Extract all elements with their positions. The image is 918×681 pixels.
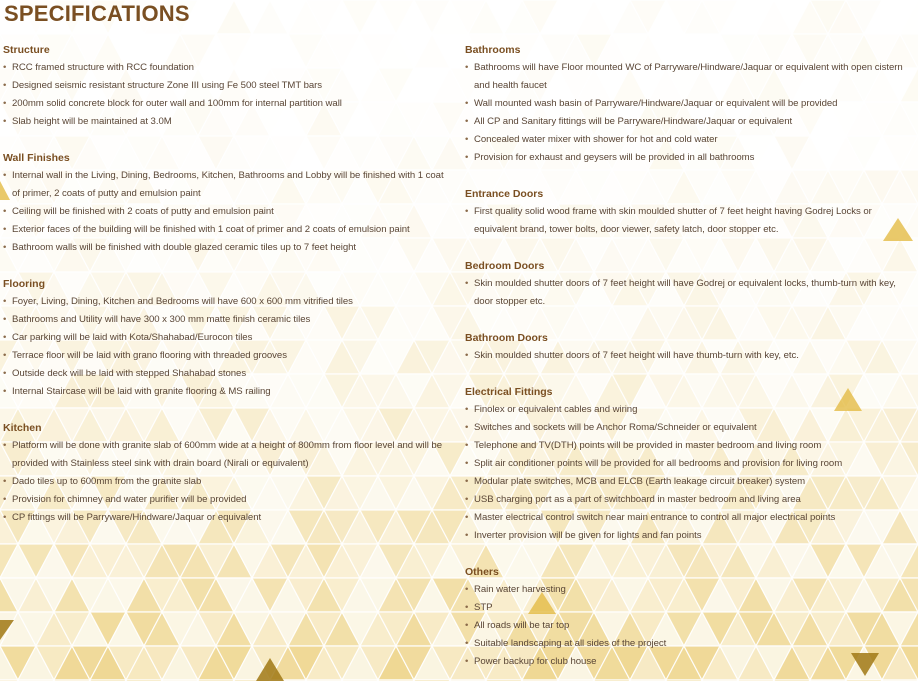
list-item: • Exterior faces of the building will be finished with 1 coat of primer and 2 coats of emulsion paint — [3, 221, 453, 239]
list-item: • STP — [465, 599, 910, 617]
section-heading: Wall Finishes — [3, 152, 70, 164]
section-structure — [3, 42, 453, 131]
section-heading: Kitchen — [3, 422, 42, 434]
list-item: • Power backup for club house — [465, 653, 910, 671]
list-item: • 200mm solid concrete block for outer wall and 100mm for internal partition wall — [3, 95, 453, 113]
section-bathroom-doors — [465, 330, 910, 365]
section-flooring — [3, 276, 453, 401]
list-item: • Inverter provision will be given for lights and fan points — [465, 527, 910, 545]
section-kitchen — [3, 420, 453, 527]
list-item: • Provision for exhaust and geysers will be provided in all bathrooms — [465, 149, 910, 167]
list-item: • Master electrical control switch near main entrance to control all major electrical points — [465, 509, 910, 527]
section-others — [465, 564, 910, 671]
list-item: • Foyer, Living, Dining, Kitchen and Bedrooms will have 600 x 600 mm vitrified tiles — [3, 293, 453, 311]
section-bedroom-doors — [465, 258, 910, 311]
list-item: • Internal Staircase will be laid with granite flooring & MS railing — [3, 383, 453, 401]
left-column — [3, 42, 453, 527]
right-column — [465, 42, 910, 671]
list-item: • Concealed water mixer with shower for hot and cold water — [465, 131, 910, 149]
list-item: • Platform will be done with granite slab of 600mm wide at a height of 800mm from floor level and will be provided with Stainless steel sink with drain board (Nirali or equivalent) — [3, 437, 453, 473]
list-item: • Bathroom walls will be finished with double glazed ceramic tiles up to 7 feet height — [3, 239, 453, 257]
list-item: • Dado tiles up to 600mm from the granite slab — [3, 473, 453, 491]
section-heading: Bathroom Doors — [465, 332, 548, 344]
list-item: • Split air conditioner points will be provided for all bedrooms and provision for living room — [465, 455, 910, 473]
section-bathrooms — [465, 42, 910, 167]
section-heading: Flooring — [3, 278, 45, 290]
list-item: • First quality solid wood frame with skin moulded shutter of 7 feet height having Godrej Locks or equivalent brand, tower bolts, door viewer, safety latch, door stopper etc. — [465, 203, 910, 239]
list-item: • Bathrooms will have Floor mounted WC of Parryware/Hindware/Jaquar or equivalent with open cistern and health faucet — [465, 59, 910, 95]
section-heading: Entrance Doors — [465, 188, 544, 200]
list-item: • Ceiling will be finished with 2 coats of putty and emulsion paint — [3, 203, 453, 221]
section-heading: Electrical Fittings — [465, 386, 553, 398]
section-heading: Structure — [3, 44, 50, 56]
list-item: • Designed seismic resistant structure Zone III using Fe 500 steel TMT bars — [3, 77, 453, 95]
list-item: • Car parking will be laid with Kota/Shahabad/Eurocon tiles — [3, 329, 453, 347]
section-wall-finishes — [3, 150, 453, 257]
page-title: SPECIFICATIONS — [4, 1, 190, 26]
list-item: • Slab height will be maintained at 3.0M — [3, 113, 453, 131]
list-item: • Outside deck will be laid with stepped Shahabad stones — [3, 365, 453, 383]
list-item: • Wall mounted wash basin of Parryware/Hindware/Jaquar or equivalent will be provided — [465, 95, 910, 113]
list-item: • USB charging port as a part of switchboard in master bedroom and living area — [465, 491, 910, 509]
list-item: • RCC framed structure with RCC foundation — [3, 59, 453, 77]
list-item: • Internal wall in the Living, Dining, Bedrooms, Kitchen, Bathrooms and Lobby will be finished with 1 coat of primer, 2 coats of putty and emulsion paint — [3, 167, 453, 203]
section-electrical-fittings — [465, 384, 910, 545]
list-item: • Telephone and TV(DTH) points will be provided in master bedroom and living room — [465, 437, 910, 455]
list-item: • All roads will be tar top — [465, 617, 910, 635]
list-item: • Provision for chimney and water purifier will be provided — [3, 491, 453, 509]
list-item: • Rain water harvesting — [465, 581, 910, 599]
list-item: • Skin moulded shutter doors of 7 feet height will have thumb-turn with key, etc. — [465, 347, 910, 365]
list-item: • Skin moulded shutter doors of 7 feet height will have Godrej or equivalent locks, thumb-turn with key, door stopper etc. — [465, 275, 910, 311]
section-heading: Bathrooms — [465, 44, 521, 56]
list-item: • Terrace floor will be laid with grano flooring with threaded grooves — [3, 347, 453, 365]
list-item: • All CP and Sanitary fittings will be Parryware/Hindware/Jaquar or equivalent — [465, 113, 910, 131]
list-item: • Bathrooms and Utility will have 300 x 300 mm matte finish ceramic tiles — [3, 311, 453, 329]
list-item: • Switches and sockets will be Anchor Roma/Schneider or equivalent — [465, 419, 910, 437]
list-item: • Finolex or equivalent cables and wiring — [465, 401, 910, 419]
section-heading: Others — [465, 566, 499, 578]
section-heading: Bedroom Doors — [465, 260, 545, 272]
list-item: • Suitable landscaping at all sides of the project — [465, 635, 910, 653]
list-item: • CP fittings will be Parryware/Hindware/Jaquar or equivalent — [3, 509, 453, 527]
list-item: • Modular plate switches, MCB and ELCB (Earth leakage circuit breaker) system — [465, 473, 910, 491]
section-entrance-doors — [465, 186, 910, 239]
